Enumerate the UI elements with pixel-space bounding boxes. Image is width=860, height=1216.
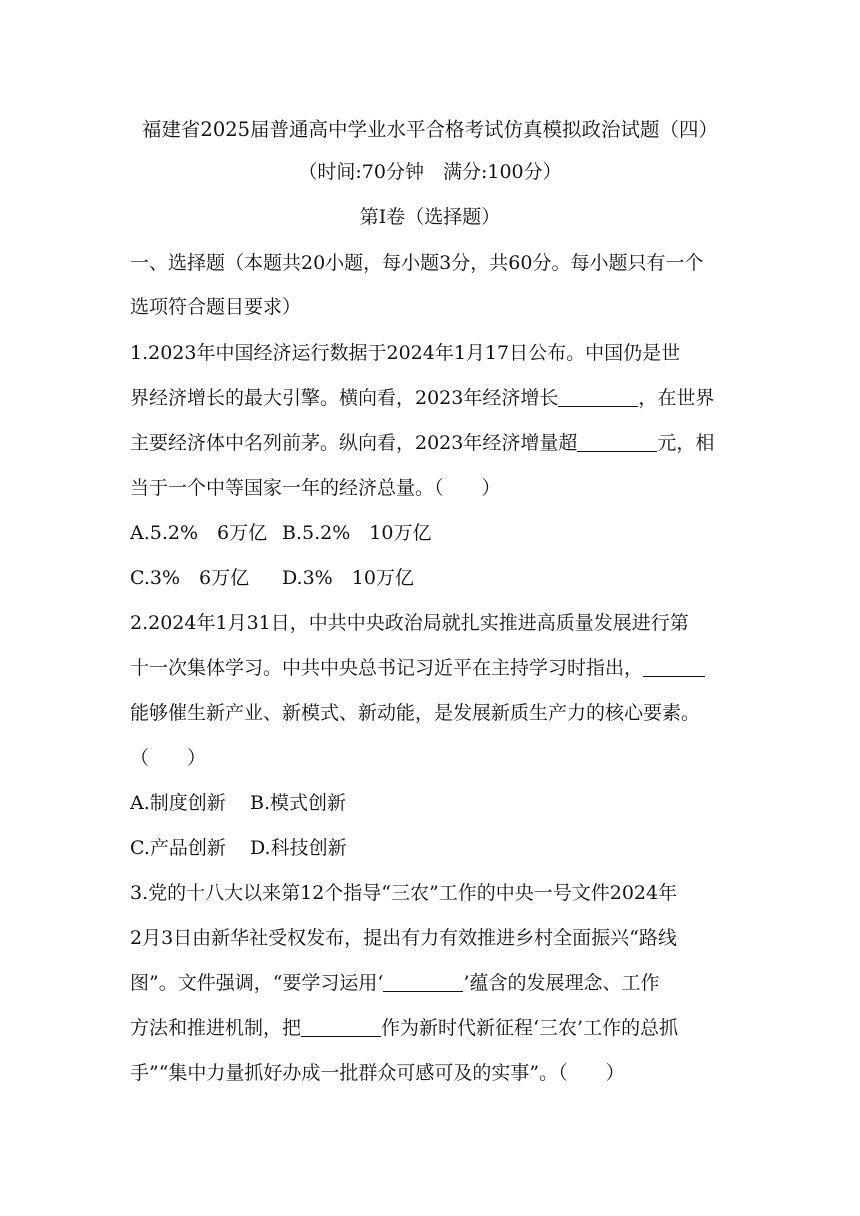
q1-line-3-text-b: 元，相 — [657, 432, 715, 454]
instructions-line-1: 一、选择题（本题共20小题，每小题3分，共60分。每小题只有一个 — [130, 252, 704, 274]
q2-line-1: 2.2024年1月31日，中共中央政治局就扎实推进高质量发展进行第 — [130, 612, 689, 634]
answer-blank — [577, 433, 657, 452]
q3-line-3-text-a: 图”。文件强调，“要学习运用‘ — [130, 972, 384, 994]
q2-line-2-text: 十一次集体学习。中共中央总书记习近平在主持学习时指出， — [130, 657, 644, 679]
instructions-line-2: 选项符合题目要求） — [130, 296, 302, 318]
q2-line-2 — [130, 654, 705, 682]
q1-line-3 — [130, 429, 714, 457]
answer-blank — [301, 1018, 381, 1037]
q1-line-1: 1.2023年中国经济运行数据于2024年1月17日公布。中国仍是世 — [130, 342, 681, 364]
q2-options-row-2 — [130, 834, 347, 862]
exam-meta: （时间:70分钟 满分:100分） — [298, 161, 562, 183]
q3-line-3-text-b: ’蕴含的发展理念、工作 — [463, 972, 660, 994]
q1-line-2-text-b: ，在世界 — [638, 387, 715, 409]
q2-option-c: C.产品创新 — [130, 837, 226, 859]
q1-line-2 — [130, 384, 714, 412]
q1-line-2-text-a: 界经济增长的最大引擎。横向看，2023年经济增长 — [130, 387, 559, 409]
q3-line-4-text-a: 方法和推进机制，把 — [130, 1017, 302, 1039]
q1-option-a: A.5.2% 6万亿 — [130, 522, 268, 544]
q2-line-3: 能够催生新产业、新模式、新动能，是发展新质生产力的核心要素。 — [130, 702, 701, 724]
q1-option-c: C.3% 6万亿 — [130, 567, 250, 589]
q3-line-4 — [130, 1014, 678, 1042]
q1-options-row-1 — [130, 519, 431, 547]
q1-option-b: B.5.2% 10万亿 — [282, 522, 432, 544]
answer-blank — [383, 973, 463, 992]
exam-title: 福建省2025届普通高中学业水平合格考试仿真模拟政治试题（四） — [141, 118, 719, 141]
q1-line-4: 当于一个中等国家一年的经济总量。（ ） — [130, 477, 501, 499]
q3-line-5: 手”“集中力量抓好办成一批群众可感可及的实事”。（ ） — [130, 1062, 625, 1084]
answer-blank — [558, 388, 638, 407]
q2-option-d: D.科技创新 — [250, 837, 347, 859]
q3-line-4-text-b: 作为新时代新征程‘三农’工作的总抓 — [381, 1017, 679, 1039]
q3-line-3 — [130, 969, 660, 997]
q3-line-1: 3.党的十八大以来第12个指导“三农”工作的中央一号文件2024年 — [130, 882, 678, 904]
q2-option-b: B.模式创新 — [250, 792, 347, 814]
q1-options-row-2 — [130, 564, 414, 592]
q1-line-3-text-a: 主要经济体中名列前茅。纵向看，2023年经济增量超 — [130, 432, 578, 454]
section-heading: 第Ⅰ卷（选择题） — [359, 206, 501, 228]
answer-blank — [643, 658, 705, 677]
q2-options-row-1 — [130, 789, 346, 817]
q2-line-4: （ ） — [130, 747, 207, 769]
q1-option-d: D.3% 10万亿 — [282, 567, 414, 589]
q2-option-a: A.制度创新 — [130, 792, 226, 814]
q3-line-2: 2月3日由新华社受权发布，提出有力有效推进乡村全面振兴“路线 — [130, 927, 677, 949]
